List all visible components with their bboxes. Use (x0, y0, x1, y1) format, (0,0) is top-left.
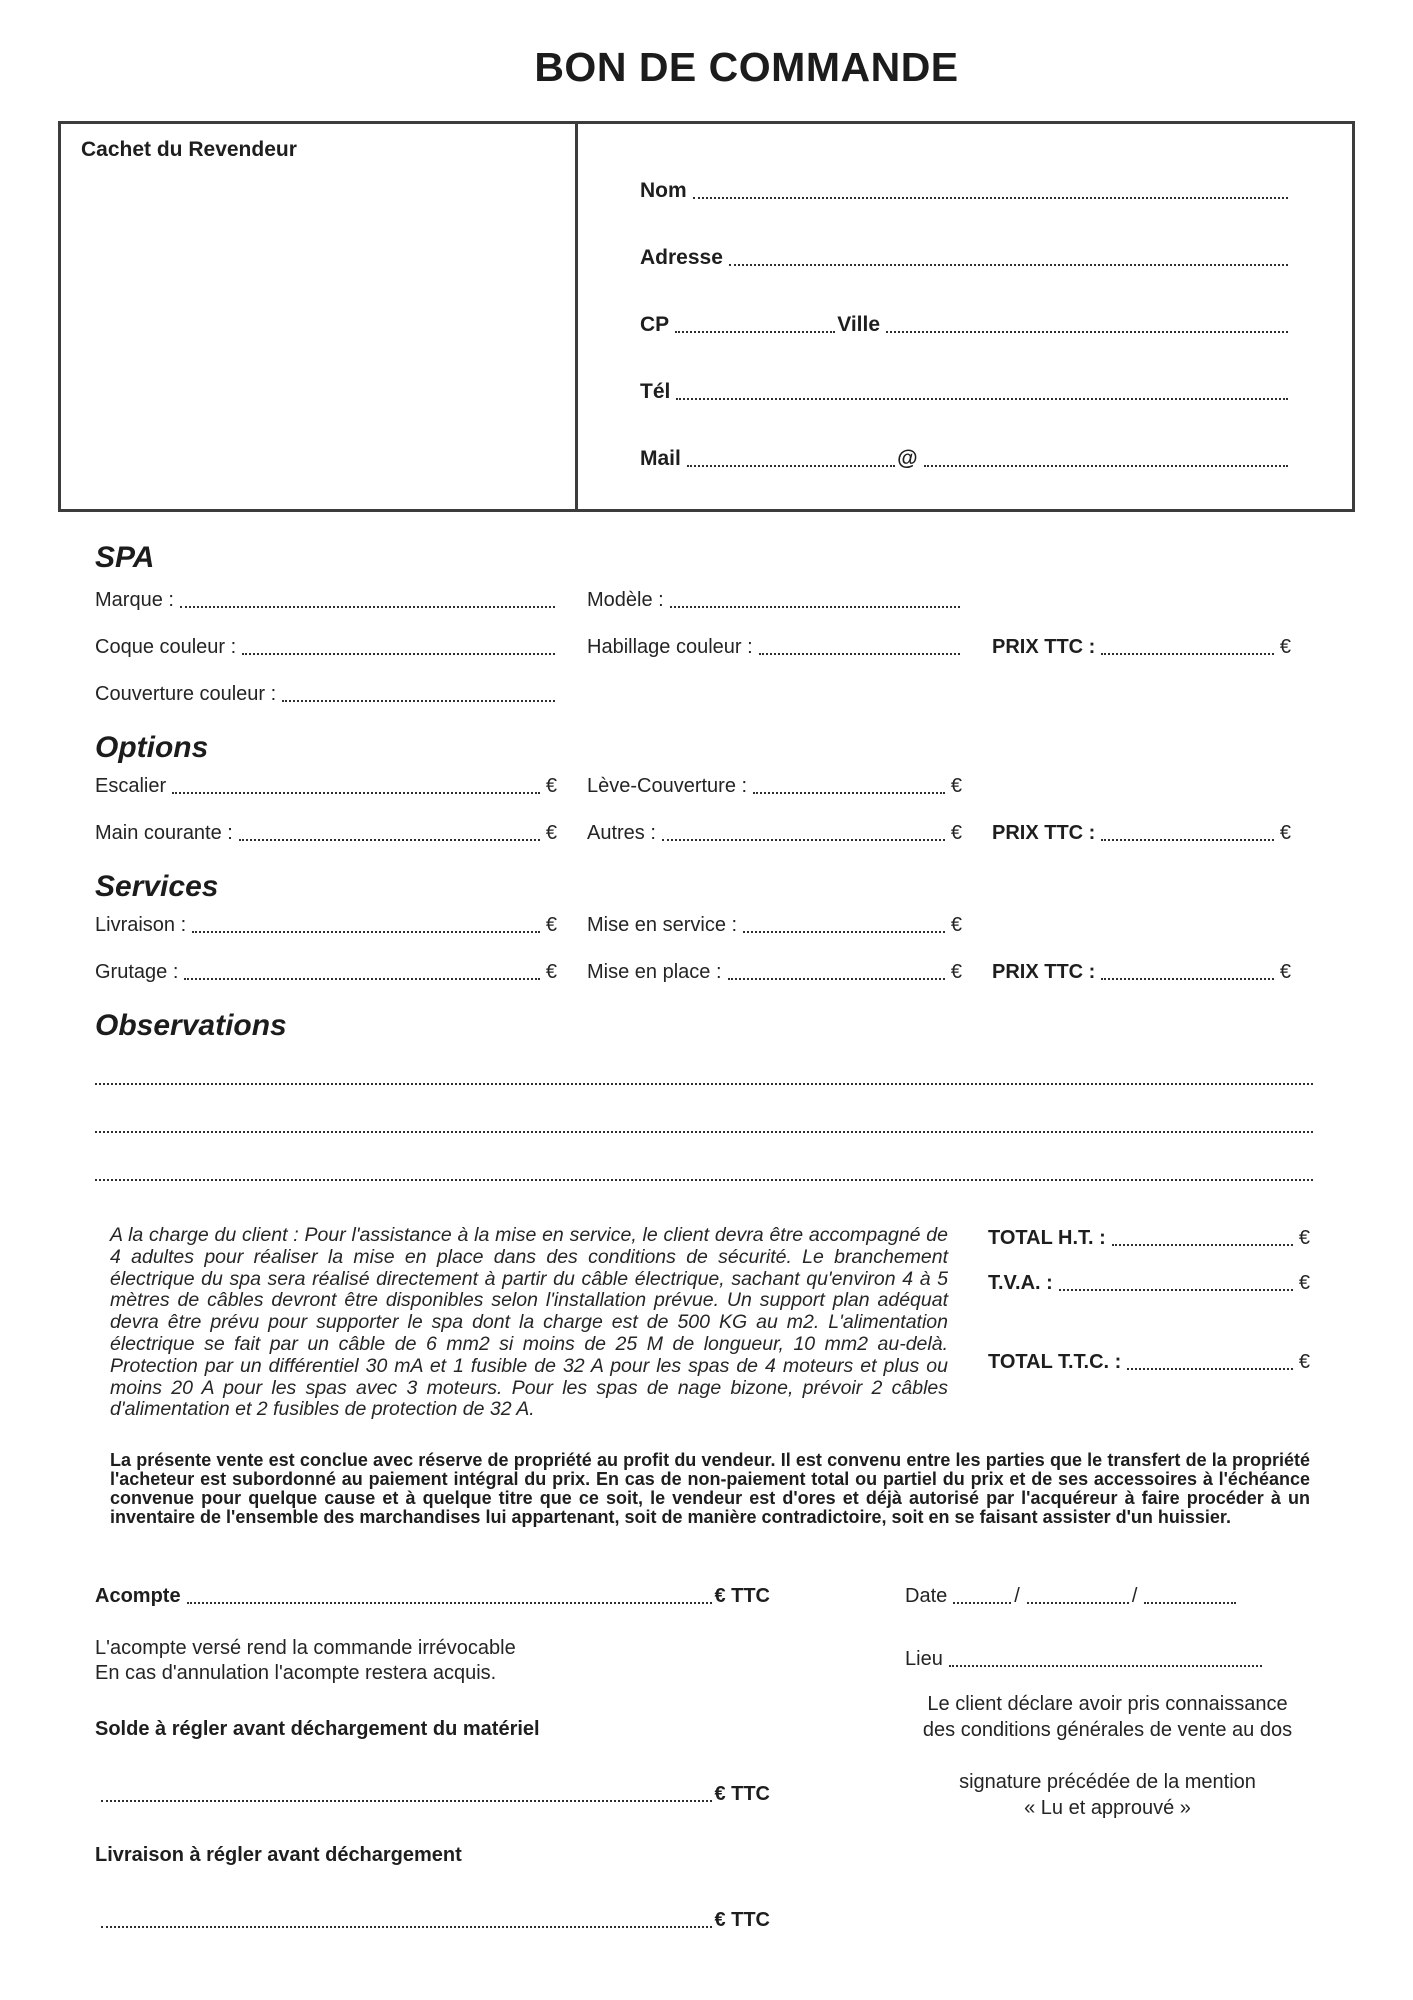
field-autres (587, 822, 962, 845)
dotted-fill-line (1101, 653, 1274, 655)
dotted-fill-line (743, 931, 945, 933)
field-adresse (640, 246, 1290, 270)
field-livraison-amount (95, 1909, 770, 1932)
dotted-fill-line (675, 331, 835, 333)
terms-acknowledgment-line-1: Le client déclare avoir pris connaissance (927, 1692, 1288, 1715)
field-cp-ville (640, 313, 1290, 337)
euro-sign: € (1298, 1272, 1310, 1294)
euro-sign: € (1279, 961, 1291, 983)
prix-ttc-label: PRIX TTC : (992, 822, 1096, 844)
euro-ttc-label: € TTC (714, 1908, 770, 1931)
main-courante-label: Main courante : (95, 822, 233, 844)
field-spa-prix-ttc (992, 636, 1313, 659)
modele-label: Modèle : (587, 589, 664, 611)
charge-and-totals-block (110, 1225, 1310, 1421)
ville-label: Ville (837, 313, 880, 336)
signature-mention (905, 1769, 1310, 1821)
field-escalier (95, 775, 557, 798)
dotted-fill-line (1144, 1602, 1236, 1604)
field-options-prix-ttc (992, 822, 1313, 845)
options-heading: Options (95, 731, 209, 764)
euro-sign: € (950, 775, 962, 797)
dotted-fill-line (187, 1602, 713, 1604)
field-couverture-couleur (95, 683, 557, 706)
dotted-fill-line (239, 839, 540, 841)
field-total-ht (988, 1227, 1310, 1250)
dotted-fill-line (728, 978, 945, 980)
date-slash: / (1014, 1584, 1020, 1607)
euro-ttc-label: € TTC (714, 1782, 770, 1805)
field-marque (95, 589, 557, 612)
mise-en-service-label: Mise en service : (587, 914, 738, 936)
field-grutage (95, 961, 557, 984)
field-nom (640, 179, 1290, 203)
field-mise-en-service (587, 914, 962, 937)
dotted-fill-line (759, 653, 960, 655)
date-slash: / (1131, 1584, 1138, 1607)
livraison-label: Livraison : (95, 914, 187, 936)
field-tel (640, 380, 1290, 404)
field-livraison (95, 914, 557, 937)
euro-sign: € (545, 822, 557, 844)
dotted-fill-line (1101, 839, 1274, 841)
signature-mention-line-2: « Lu et approuvé » (1024, 1796, 1191, 1819)
field-tva (988, 1272, 1310, 1295)
spa-row-1 (95, 589, 1313, 612)
dotted-fill-line (282, 700, 555, 702)
tel-label: Tél (640, 380, 671, 403)
euro-sign: € (1298, 1351, 1310, 1373)
options-section (0, 730, 1413, 845)
coque-couleur-label: Coque couleur : (95, 636, 237, 658)
deposit-note-line-1: L'acompte versé rend la commande irrévocable (95, 1636, 516, 1659)
spacer-cell (587, 683, 962, 706)
total-ttc-label: TOTAL T.T.C. : (988, 1351, 1122, 1373)
dotted-fill-line (1027, 1602, 1129, 1604)
observations-section (0, 1008, 1413, 1181)
dotted-fill-line (1127, 1368, 1293, 1370)
field-services-prix-ttc (992, 961, 1313, 984)
dotted-fill-line (676, 398, 1288, 400)
mise-en-place-label: Mise en place : (587, 961, 722, 983)
dotted-fill-line (729, 264, 1288, 266)
at-sign: @ (897, 447, 918, 470)
dotted-fill-line (662, 839, 945, 841)
euro-sign: € (950, 961, 962, 983)
totals-column (988, 1225, 1310, 1421)
dotted-fill-line (949, 1665, 1262, 1667)
livraison-regler-label: Livraison à régler avant déchargement (95, 1843, 462, 1866)
services-section (0, 869, 1413, 984)
field-date (905, 1585, 1310, 1608)
dotted-fill-line (1101, 978, 1274, 980)
tva-label: T.V.A. : (988, 1272, 1053, 1294)
field-modele (587, 589, 962, 612)
total-ht-label: TOTAL H.T. : (988, 1227, 1106, 1249)
terms-acknowledgment-line-2: des conditions générales de vente au dos (922, 1718, 1293, 1741)
services-row-1 (95, 914, 1313, 937)
dealer-stamp-area (61, 124, 578, 509)
observations-line-1 (95, 1083, 1313, 1085)
dotted-fill-line (687, 465, 895, 467)
euro-sign: € (545, 914, 557, 936)
field-main-courante (95, 822, 557, 845)
leve-couverture-label: Lève-Couverture : (587, 775, 748, 797)
field-leve-couverture (587, 775, 962, 798)
euro-sign: € (1298, 1227, 1310, 1249)
cp-label: CP (640, 313, 670, 336)
payment-signature-block (95, 1585, 1310, 1932)
dotted-fill-line (172, 792, 540, 794)
dotted-fill-line (753, 792, 945, 794)
nom-label: Nom (640, 179, 687, 202)
euro-sign: € (950, 822, 962, 844)
prix-ttc-label: PRIX TTC : (992, 636, 1096, 658)
couverture-couleur-label: Couverture couleur : (95, 683, 277, 705)
client-charge-note: A la charge du client : Pour l'assistance à la mise en service, le client devra être accompagné de 4 adultes pour réaliser la mise en place dans des conditions de sécurité. Le branchement électrique du spa sera réalisé directement à partir du câble électrique, sachant qu'environ 4 à 5 mètres de câbles devront être disponibles selon l'installation prévue. Un support plan adéquat devra être prévu pour supporter le spa dont la charge est de 500 KG au m2. L'alimentation électrique se fait par un câble de 6 mm2 si moins de 25 M de longueur, 10 mm2 au-delà. Protection par un différentiel 30 mA et 1 fusible de 32 A pour les spas de 4 moteurs et plus ou moins 20 A pour les spas avec 3 moteurs. Pour les spas de nage bizone, prévoir 2 câbles d'alimentation et 2 fusibles de protection de 32 A. (110, 1224, 948, 1421)
payment-column (95, 1585, 770, 1932)
field-acompte (95, 1585, 770, 1608)
euro-sign: € (545, 961, 557, 983)
dotted-fill-line (886, 331, 1288, 333)
retention-of-title-clause: La présente vente est conclue avec réserve de propriété au profit du vendeur. Il est convenu entre les parties que le transfert de la propriété l'acheteur est subordonné au paiement intégral du prix. En cas de non-paiement total ou partiel du prix et de ses accessoires à l'échéance convenue pour quelque cause et à quelque titre que ce soit, le vendeur est d'ores et déjà autorisé par l'acquéreur à faire procéder à un inventaire de l'ensemble des marchandises lui appartenant, soit de manière contradictoire, soit en se faisant assister d'un huissier. (110, 1450, 1310, 1527)
deposit-note-line-2: En cas d'annulation l'acompte restera acquis. (95, 1661, 497, 1684)
field-total-ttc (988, 1351, 1310, 1374)
acompte-label: Acompte (95, 1584, 181, 1607)
spa-section (0, 540, 1413, 706)
grutage-label: Grutage : (95, 961, 179, 983)
autres-label: Autres : (587, 822, 656, 844)
solde-label: Solde à régler avant déchargement du matériel (95, 1717, 540, 1740)
deposit-note (95, 1636, 770, 1686)
marque-label: Marque : (95, 589, 174, 611)
field-habillage-couleur (587, 636, 962, 659)
signature-mention-line-1: signature précédée de la mention (959, 1770, 1256, 1793)
mail-label: Mail (640, 447, 681, 470)
dotted-fill-line (101, 1926, 712, 1928)
observations-line-3 (95, 1179, 1313, 1181)
date-label: Date (905, 1584, 948, 1607)
spa-row-3 (95, 683, 1313, 706)
dotted-fill-line (953, 1602, 1011, 1604)
dotted-fill-line (1059, 1289, 1293, 1291)
page-title: BON DE COMMANDE (534, 44, 959, 90)
prix-ttc-label: PRIX TTC : (992, 961, 1096, 983)
header-box (58, 121, 1355, 512)
spa-heading: SPA (95, 541, 155, 574)
field-lieu (905, 1648, 1310, 1671)
field-coque-couleur (95, 636, 557, 659)
options-row-2 (95, 822, 1313, 845)
dotted-fill-line (184, 978, 539, 980)
adresse-label: Adresse (640, 246, 723, 269)
dotted-fill-line (192, 931, 540, 933)
field-mail (640, 447, 1290, 471)
signature-column (905, 1585, 1310, 1932)
euro-sign: € (545, 775, 557, 797)
services-heading: Services (95, 870, 219, 903)
spa-row-2 (95, 636, 1313, 659)
customer-contact-area (578, 124, 1352, 509)
dotted-fill-line (242, 653, 555, 655)
field-mise-en-place (587, 961, 962, 984)
dotted-fill-line (670, 606, 960, 608)
services-row-2 (95, 961, 1313, 984)
observations-line-2 (95, 1131, 1313, 1133)
spacer-cell (992, 775, 1313, 798)
options-row-1 (95, 775, 1313, 798)
dealer-stamp-label: Cachet du Revendeur (81, 138, 297, 161)
euro-sign: € (1279, 822, 1291, 844)
dotted-fill-line (924, 465, 1288, 467)
lieu-label: Lieu (905, 1647, 943, 1670)
euro-sign: € (950, 914, 962, 936)
field-solde-amount (95, 1783, 770, 1806)
observations-heading: Observations (95, 1009, 287, 1042)
escalier-label: Escalier (95, 775, 167, 797)
dotted-fill-line (1112, 1244, 1293, 1246)
terms-acknowledgment (905, 1691, 1310, 1743)
spacer-cell (992, 914, 1313, 937)
dotted-fill-line (101, 1800, 712, 1802)
euro-ttc-label: € TTC (714, 1584, 770, 1607)
spacer-cell (992, 589, 1313, 612)
euro-sign: € (1279, 636, 1291, 658)
spacer-cell (992, 683, 1313, 706)
dotted-fill-line (693, 197, 1288, 199)
habillage-couleur-label: Habillage couleur : (587, 636, 753, 658)
dotted-fill-line (180, 606, 555, 608)
